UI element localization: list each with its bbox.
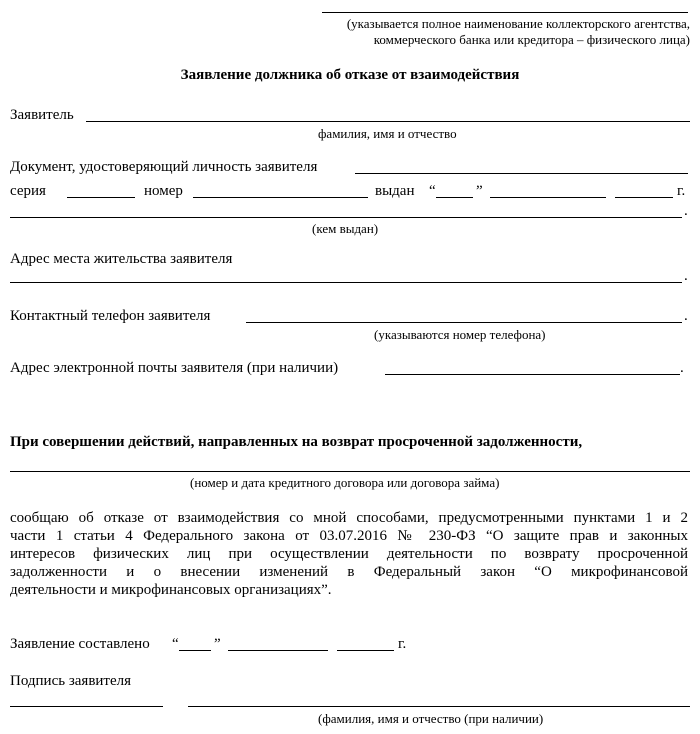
signatory-name-hint: (фамилия, имя и отчество (при наличии)	[318, 711, 544, 726]
phone-hint: (указываются номер телефона)	[374, 327, 546, 342]
address-field[interactable]	[10, 282, 682, 283]
series-field[interactable]	[67, 197, 135, 198]
statement-body-line: сообщаю об отказе от взаимодействия со мной способами, предусмотренными пунктами 1 и 2	[10, 510, 688, 526]
applicant-name-field[interactable]	[86, 121, 690, 122]
statement-heading: При совершении действий, направленных на возврат просроченной задолженности,	[10, 434, 583, 450]
applicant-name-hint: фамилия, имя и отчество	[318, 126, 457, 141]
date-quote-close: ”	[214, 636, 221, 652]
contract-hint: (номер и дата кредитного договора или договора займа)	[190, 475, 500, 490]
issued-month-field[interactable]	[490, 197, 606, 198]
addressee-hint-2: коммерческого банка или кредитора – физического лица)	[373, 32, 690, 47]
address-label: Адрес места жительства заявителя	[10, 251, 233, 267]
statement-body-line: деятельности и микрофинансовых организациях”.	[10, 582, 332, 598]
statement-body-line: части 1 статьи 4 Федерального закона от 03.07.2016 № 230-ФЗ “О защите прав и законных	[10, 528, 688, 544]
issued-quote-open: “	[429, 183, 436, 199]
addressee-line[interactable]	[322, 12, 688, 13]
date-label: Заявление составлено	[10, 636, 150, 652]
issued-by-period: .	[684, 203, 688, 219]
number-label: номер	[144, 183, 183, 199]
address-period: .	[684, 268, 688, 284]
email-period: .	[680, 360, 684, 376]
issued-by-hint: (кем выдан)	[312, 221, 379, 236]
id-document-field[interactable]	[355, 173, 688, 174]
issued-quote-close: ”	[476, 183, 483, 199]
phone-period: .	[684, 308, 688, 324]
email-label: Адрес электронной почты заявителя (при наличии)	[10, 360, 339, 376]
issued-year-suffix: г.	[677, 183, 686, 199]
statement-body-line: интересов физических лиц при осуществлении деятельности по возврату просроченной	[10, 546, 688, 562]
contract-field[interactable]	[10, 471, 690, 472]
signature-field[interactable]	[10, 706, 163, 707]
date-quote-open: “	[172, 636, 179, 652]
document-title: Заявление должника об отказе от взаимодействия	[180, 67, 520, 83]
phone-label: Контактный телефон заявителя	[10, 308, 211, 324]
issued-label: выдан	[375, 183, 415, 199]
issued-year-field[interactable]	[615, 197, 673, 198]
date-year-field[interactable]	[337, 650, 394, 651]
issued-by-field[interactable]	[10, 217, 682, 218]
signature-label: Подпись заявителя	[10, 673, 132, 689]
statement-body-line: задолженности и о внесении изменений в Федеральный закон “О микрофинансовой	[10, 564, 688, 580]
signatory-name-field[interactable]	[188, 706, 690, 707]
issued-day-field[interactable]	[436, 197, 473, 198]
email-field[interactable]	[385, 374, 680, 375]
date-day-field[interactable]	[179, 650, 211, 651]
date-month-field[interactable]	[228, 650, 328, 651]
number-field[interactable]	[193, 197, 368, 198]
id-document-label: Документ, удостоверяющий личность заявителя	[10, 159, 318, 175]
phone-field[interactable]	[246, 322, 682, 323]
series-label: серия	[10, 183, 46, 199]
applicant-label: Заявитель	[10, 107, 74, 123]
date-year-suffix: г.	[398, 636, 407, 652]
addressee-hint-1: (указывается полное наименование коллекторского агентства,	[346, 16, 690, 31]
